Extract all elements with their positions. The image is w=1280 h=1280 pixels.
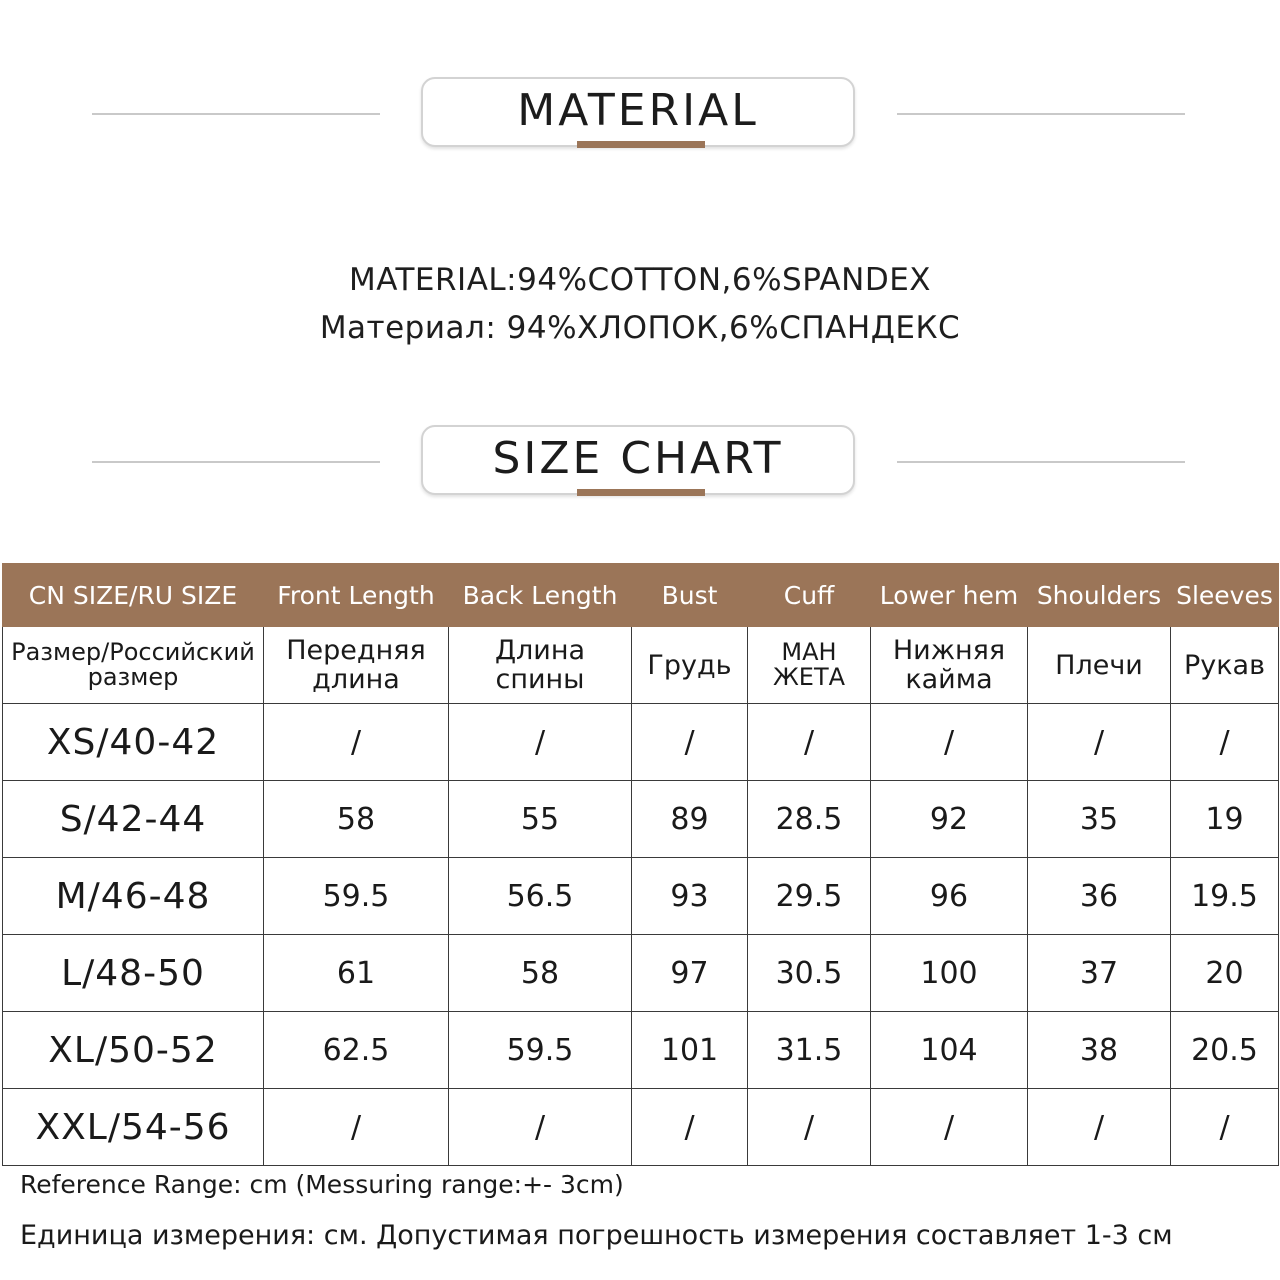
- table-header-row: [3, 564, 1279, 627]
- cell-lower-hem: /: [871, 704, 1028, 781]
- material-ru-line: [0, 304, 1280, 352]
- ru-header-cuff: МАН ЖЕТА: [748, 627, 871, 704]
- cell-lower-hem: 100: [871, 935, 1028, 1012]
- material-ru-label: Материал:: [319, 310, 497, 346]
- title-underline: [577, 489, 705, 496]
- cell-lower-hem: 96: [871, 858, 1028, 935]
- ru-header-row: [3, 627, 1279, 704]
- material-title: MATERIAL: [517, 85, 759, 136]
- ru-header-shoulders: Плечи: [1028, 627, 1171, 704]
- cell-back-length: /: [449, 704, 632, 781]
- size-chart-title-badge: [421, 425, 855, 495]
- material-title-badge: [421, 77, 855, 147]
- table-row: [3, 781, 1279, 858]
- material-en-label: MATERIAL:: [348, 262, 518, 298]
- size-chart-section-header: [0, 425, 1280, 505]
- header-front-length: Front Length: [264, 564, 449, 627]
- material-composition: [0, 256, 1280, 352]
- cell-bust: 97: [632, 935, 748, 1012]
- cell-lower-hem: /: [871, 1089, 1028, 1166]
- cell-shoulders: 38: [1028, 1012, 1171, 1089]
- cell-cuff: 29.5: [748, 858, 871, 935]
- cell-back-length: 56.5: [449, 858, 632, 935]
- cell-lower-hem: 92: [871, 781, 1028, 858]
- material-en-line: [0, 256, 1280, 304]
- cell-size: XXL/54-56: [3, 1089, 264, 1166]
- header-shoulders: Shoulders: [1028, 564, 1171, 627]
- ru-header-front-length: Передняя длина: [264, 627, 449, 704]
- cell-cuff: /: [748, 1089, 871, 1166]
- cell-front-length: /: [264, 1089, 449, 1166]
- cell-bust: /: [632, 704, 748, 781]
- header-sleeves: Sleeves: [1171, 564, 1279, 627]
- table-row: [3, 704, 1279, 781]
- cell-size: XS/40-42: [3, 704, 264, 781]
- header-back-length: Back Length: [449, 564, 632, 627]
- cell-cuff: /: [748, 704, 871, 781]
- title-underline: [577, 141, 705, 148]
- cell-cuff: 31.5: [748, 1012, 871, 1089]
- cell-size: L/48-50: [3, 935, 264, 1012]
- cell-sleeves: 20: [1171, 935, 1279, 1012]
- cell-size: M/46-48: [3, 858, 264, 935]
- ru-header-back-length: Длина спины: [449, 627, 632, 704]
- footer-reference-range: Reference Range: cm (Messuring range:+- 3cm): [20, 1170, 624, 1199]
- table-row: [3, 1012, 1279, 1089]
- ru-header-lower-hem: Нижняя кайма: [871, 627, 1028, 704]
- cell-lower-hem: 104: [871, 1012, 1028, 1089]
- cell-cuff: 28.5: [748, 781, 871, 858]
- divider-left: [92, 461, 380, 463]
- cell-front-length: 58: [264, 781, 449, 858]
- cell-size: S/42-44: [3, 781, 264, 858]
- cell-shoulders: 36: [1028, 858, 1171, 935]
- cell-front-length: /: [264, 704, 449, 781]
- header-size: CN SIZE/RU SIZE: [3, 564, 264, 627]
- size-chart-table: [2, 563, 1279, 1166]
- cell-bust: 101: [632, 1012, 748, 1089]
- material-section-header: [0, 77, 1280, 157]
- header-cuff: Cuff: [748, 564, 871, 627]
- cell-sleeves: /: [1171, 1089, 1279, 1166]
- divider-right: [897, 461, 1185, 463]
- table-row: [3, 935, 1279, 1012]
- cell-bust: 89: [632, 781, 748, 858]
- cell-sleeves: 19: [1171, 781, 1279, 858]
- cell-front-length: 59.5: [264, 858, 449, 935]
- table-row: [3, 858, 1279, 935]
- cell-shoulders: 35: [1028, 781, 1171, 858]
- cell-bust: /: [632, 1089, 748, 1166]
- cell-sleeves: 20.5: [1171, 1012, 1279, 1089]
- cell-shoulders: /: [1028, 704, 1171, 781]
- header-bust: Bust: [632, 564, 748, 627]
- cell-back-length: 58: [449, 935, 632, 1012]
- cell-back-length: /: [449, 1089, 632, 1166]
- divider-left: [92, 113, 380, 115]
- cell-shoulders: /: [1028, 1089, 1171, 1166]
- size-chart-title: SIZE CHART: [492, 433, 784, 484]
- divider-right: [897, 113, 1185, 115]
- cell-front-length: 61: [264, 935, 449, 1012]
- cell-sleeves: /: [1171, 704, 1279, 781]
- cell-cuff: 30.5: [748, 935, 871, 1012]
- cell-sleeves: 19.5: [1171, 858, 1279, 935]
- material-ru-value: 94%ХЛОПОК,6%СПАНДЕКС: [506, 310, 961, 346]
- cell-back-length: 59.5: [449, 1012, 632, 1089]
- ru-header-bust: Грудь: [632, 627, 748, 704]
- cell-back-length: 55: [449, 781, 632, 858]
- table-row: [3, 1089, 1279, 1166]
- ru-header-size: Размер/Российский размер: [3, 627, 264, 704]
- material-en-value: 94%COTTON,6%SPANDEX: [517, 262, 932, 298]
- cell-front-length: 62.5: [264, 1012, 449, 1089]
- cell-size: XL/50-52: [3, 1012, 264, 1089]
- ru-header-sleeves: Рукав: [1171, 627, 1279, 704]
- header-lower-hem: Lower hem: [871, 564, 1028, 627]
- cell-shoulders: 37: [1028, 935, 1171, 1012]
- cell-bust: 93: [632, 858, 748, 935]
- footer-measurement-note: Единица измерения: см. Допустимая погрешность измерения составляет 1-3 см: [20, 1220, 1173, 1251]
